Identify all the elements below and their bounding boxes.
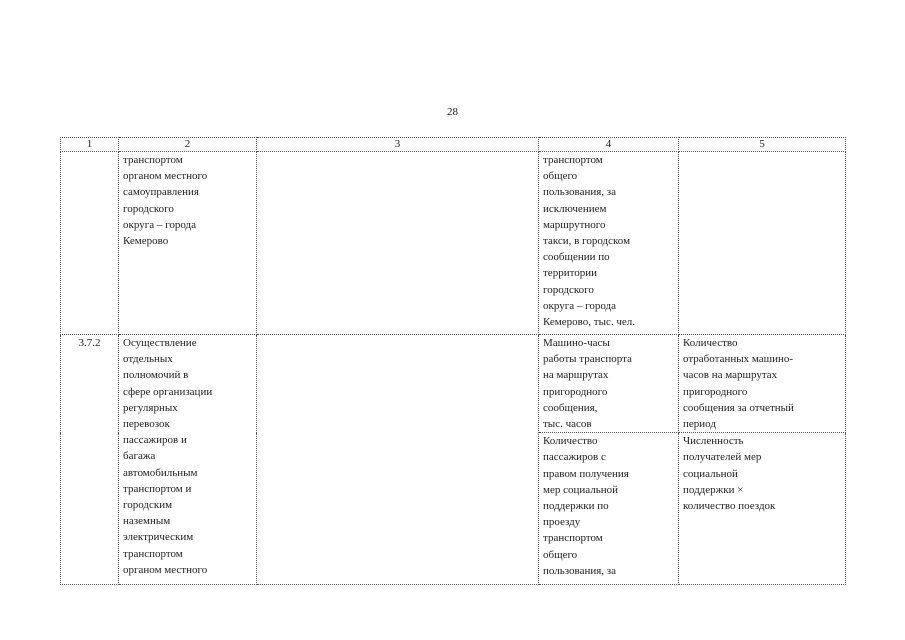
row2-number: 3.7.2 bbox=[61, 335, 119, 585]
row2-method-a: Количество отработанных машино- часов на маршрутах пригородного сообщения за отчетный период bbox=[679, 335, 846, 433]
row1-method bbox=[679, 152, 846, 335]
row2-col3 bbox=[257, 335, 539, 585]
header-col-5: 5 bbox=[679, 138, 846, 152]
header-col-4: 4 bbox=[539, 138, 679, 152]
page-number: 28 bbox=[447, 106, 458, 118]
table-row bbox=[61, 152, 846, 335]
row1-activity: транспортом органом местного самоуправления городского округа – города Кемерово bbox=[119, 152, 257, 335]
header-col-2: 2 bbox=[119, 138, 257, 152]
row1-col3 bbox=[257, 152, 539, 335]
row1-number bbox=[61, 152, 119, 335]
table-row bbox=[61, 335, 846, 433]
header-col-3: 3 bbox=[257, 138, 539, 152]
row1-indicator: транспортом общего пользования, за исключением маршрутного такси, в городском сообщении по территории городского округа – города Кемерово, тыс. чел. bbox=[539, 152, 679, 335]
document-table bbox=[60, 137, 846, 585]
header-col-1: 1 bbox=[61, 138, 119, 152]
row2-method-b: Численность получателей мер социальной поддержки × количество поездок bbox=[679, 433, 846, 585]
row2-activity: Осуществление отдельных полномочий в сфере организации регулярных перевозок пассажиров и багажа автомобильным транспортом и городским наземным электрическим транспортом органом местного bbox=[119, 335, 257, 585]
table-header-row bbox=[61, 138, 846, 152]
row2-indicator-a: Машино-часы работы транспорта на маршрутах пригородного сообщения, тыс. часов bbox=[539, 335, 679, 433]
row2-indicator-b: Количество пассажиров с правом получения мер социальной поддержки по проезду транспортом общего пользования, за bbox=[539, 433, 679, 585]
